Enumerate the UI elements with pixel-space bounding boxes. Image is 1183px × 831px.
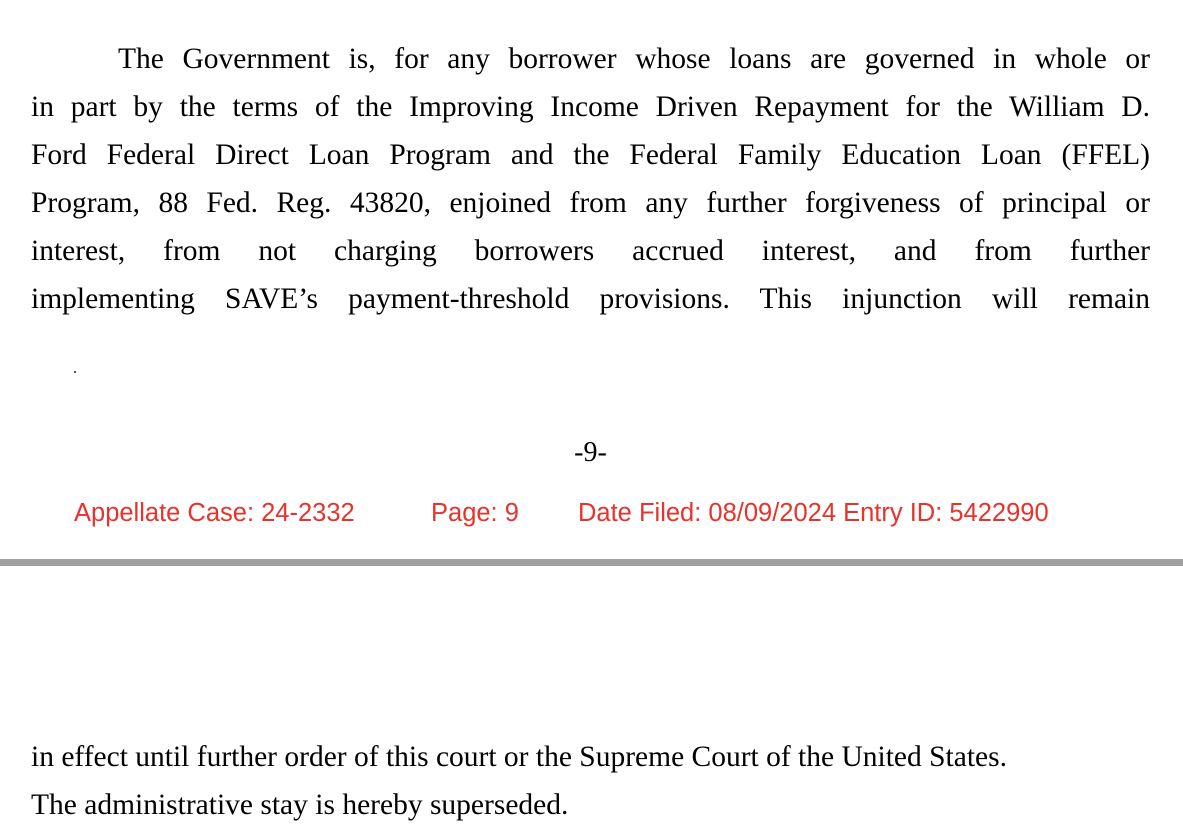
paragraph-line-1: The Government is, for any borrower whose loans are governed in whole or [118,43,1150,75]
scan-speck [74,371,76,373]
page-number-text: -9- [574,437,607,468]
footer-stamp-date-entry: Date Filed: 08/09/2024 Entry ID: 5422990 [578,499,1049,527]
paragraph-line-2: in part by the terms of the Improving Income Driven Repayment for the William D. [31,91,1150,123]
page-number [0,436,1183,470]
footer-stamp-page: Page: 9 [431,499,519,527]
paragraph-line-3: Ford Federal Direct Loan Program and the Federal Family Education Loan (FFEL) [31,139,1150,171]
page-separator [0,559,1183,566]
paragraph-line-6: implementing SAVE’s payment-threshold provisions. This injunction will remain [31,283,1150,315]
next-page-line-2: The administrative stay is hereby superseded. [31,789,569,821]
next-page-line-1: in effect until further order of this court or the Supreme Court of the United States. [31,741,1007,773]
document-page-10 [0,566,1183,831]
paragraph-line-5: interest, from not charging borrowers accrued interest, and from further [31,235,1150,267]
paragraph-line-4: Program, 88 Fed. Reg. 43820, enjoined from any further forgiveness of principal or [31,187,1150,219]
footer-stamp-case: Appellate Case: 24-2332 [74,499,355,527]
